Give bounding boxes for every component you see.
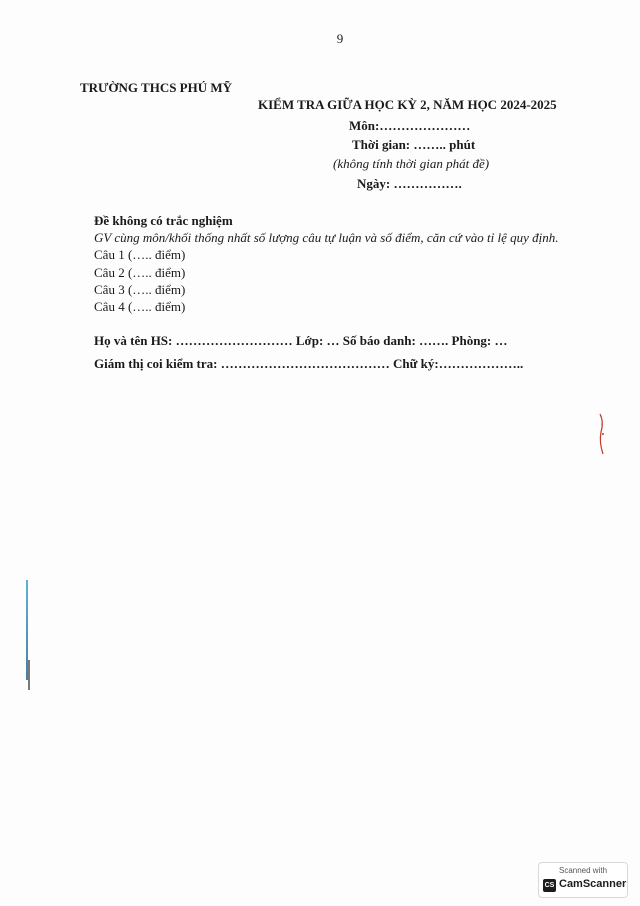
date-line: Ngày: ……………. (357, 176, 462, 191)
teacher-instruction: GV cùng môn/khối thống nhất số lượng câu tự luận và số điểm, căn cứ vào tỉ lệ quy định. (94, 230, 559, 246)
section-heading: Đề không có trắc nghiệm (94, 213, 233, 228)
page-number: 9 (336, 31, 344, 46)
exam-title: KIỂM TRA GIỮA HỌC KỲ 2, NĂM HỌC 2024-2025 (258, 97, 557, 112)
question-2: Câu 2 (….. điểm) (94, 264, 186, 280)
subject-line: Môn:………………… (349, 118, 471, 133)
question-4: Câu 4 (….. điểm) (94, 299, 186, 315)
camscanner-name: CamScanner (559, 878, 627, 890)
camscanner-logo-icon: CS (543, 879, 556, 892)
question-3: Câu 3 (….. điểm) (94, 281, 186, 297)
margin-stamp-mark (597, 412, 607, 456)
exam-body (94, 212, 559, 315)
student-info-line: Họ và tên HS: ……………………… Lớp: … Số báo danh: ……. Phòng: … (94, 333, 508, 348)
camscanner-watermark (538, 862, 628, 898)
duration-line: Thời gian: …….. phút (352, 137, 476, 152)
question-1: Câu 1 (….. điểm) (94, 247, 186, 263)
proctor-signature-line: Giám thị coi kiểm tra: ………………………………… Chữ ký:……………….. (94, 356, 524, 371)
scan-edge-mark-dark (28, 660, 30, 690)
scanned-with-label: Scanned with (558, 866, 608, 875)
duration-note: (không tính thời gian phát đề) (333, 156, 490, 171)
school-name: TRƯỜNG THCS PHÚ MỸ (80, 80, 233, 95)
